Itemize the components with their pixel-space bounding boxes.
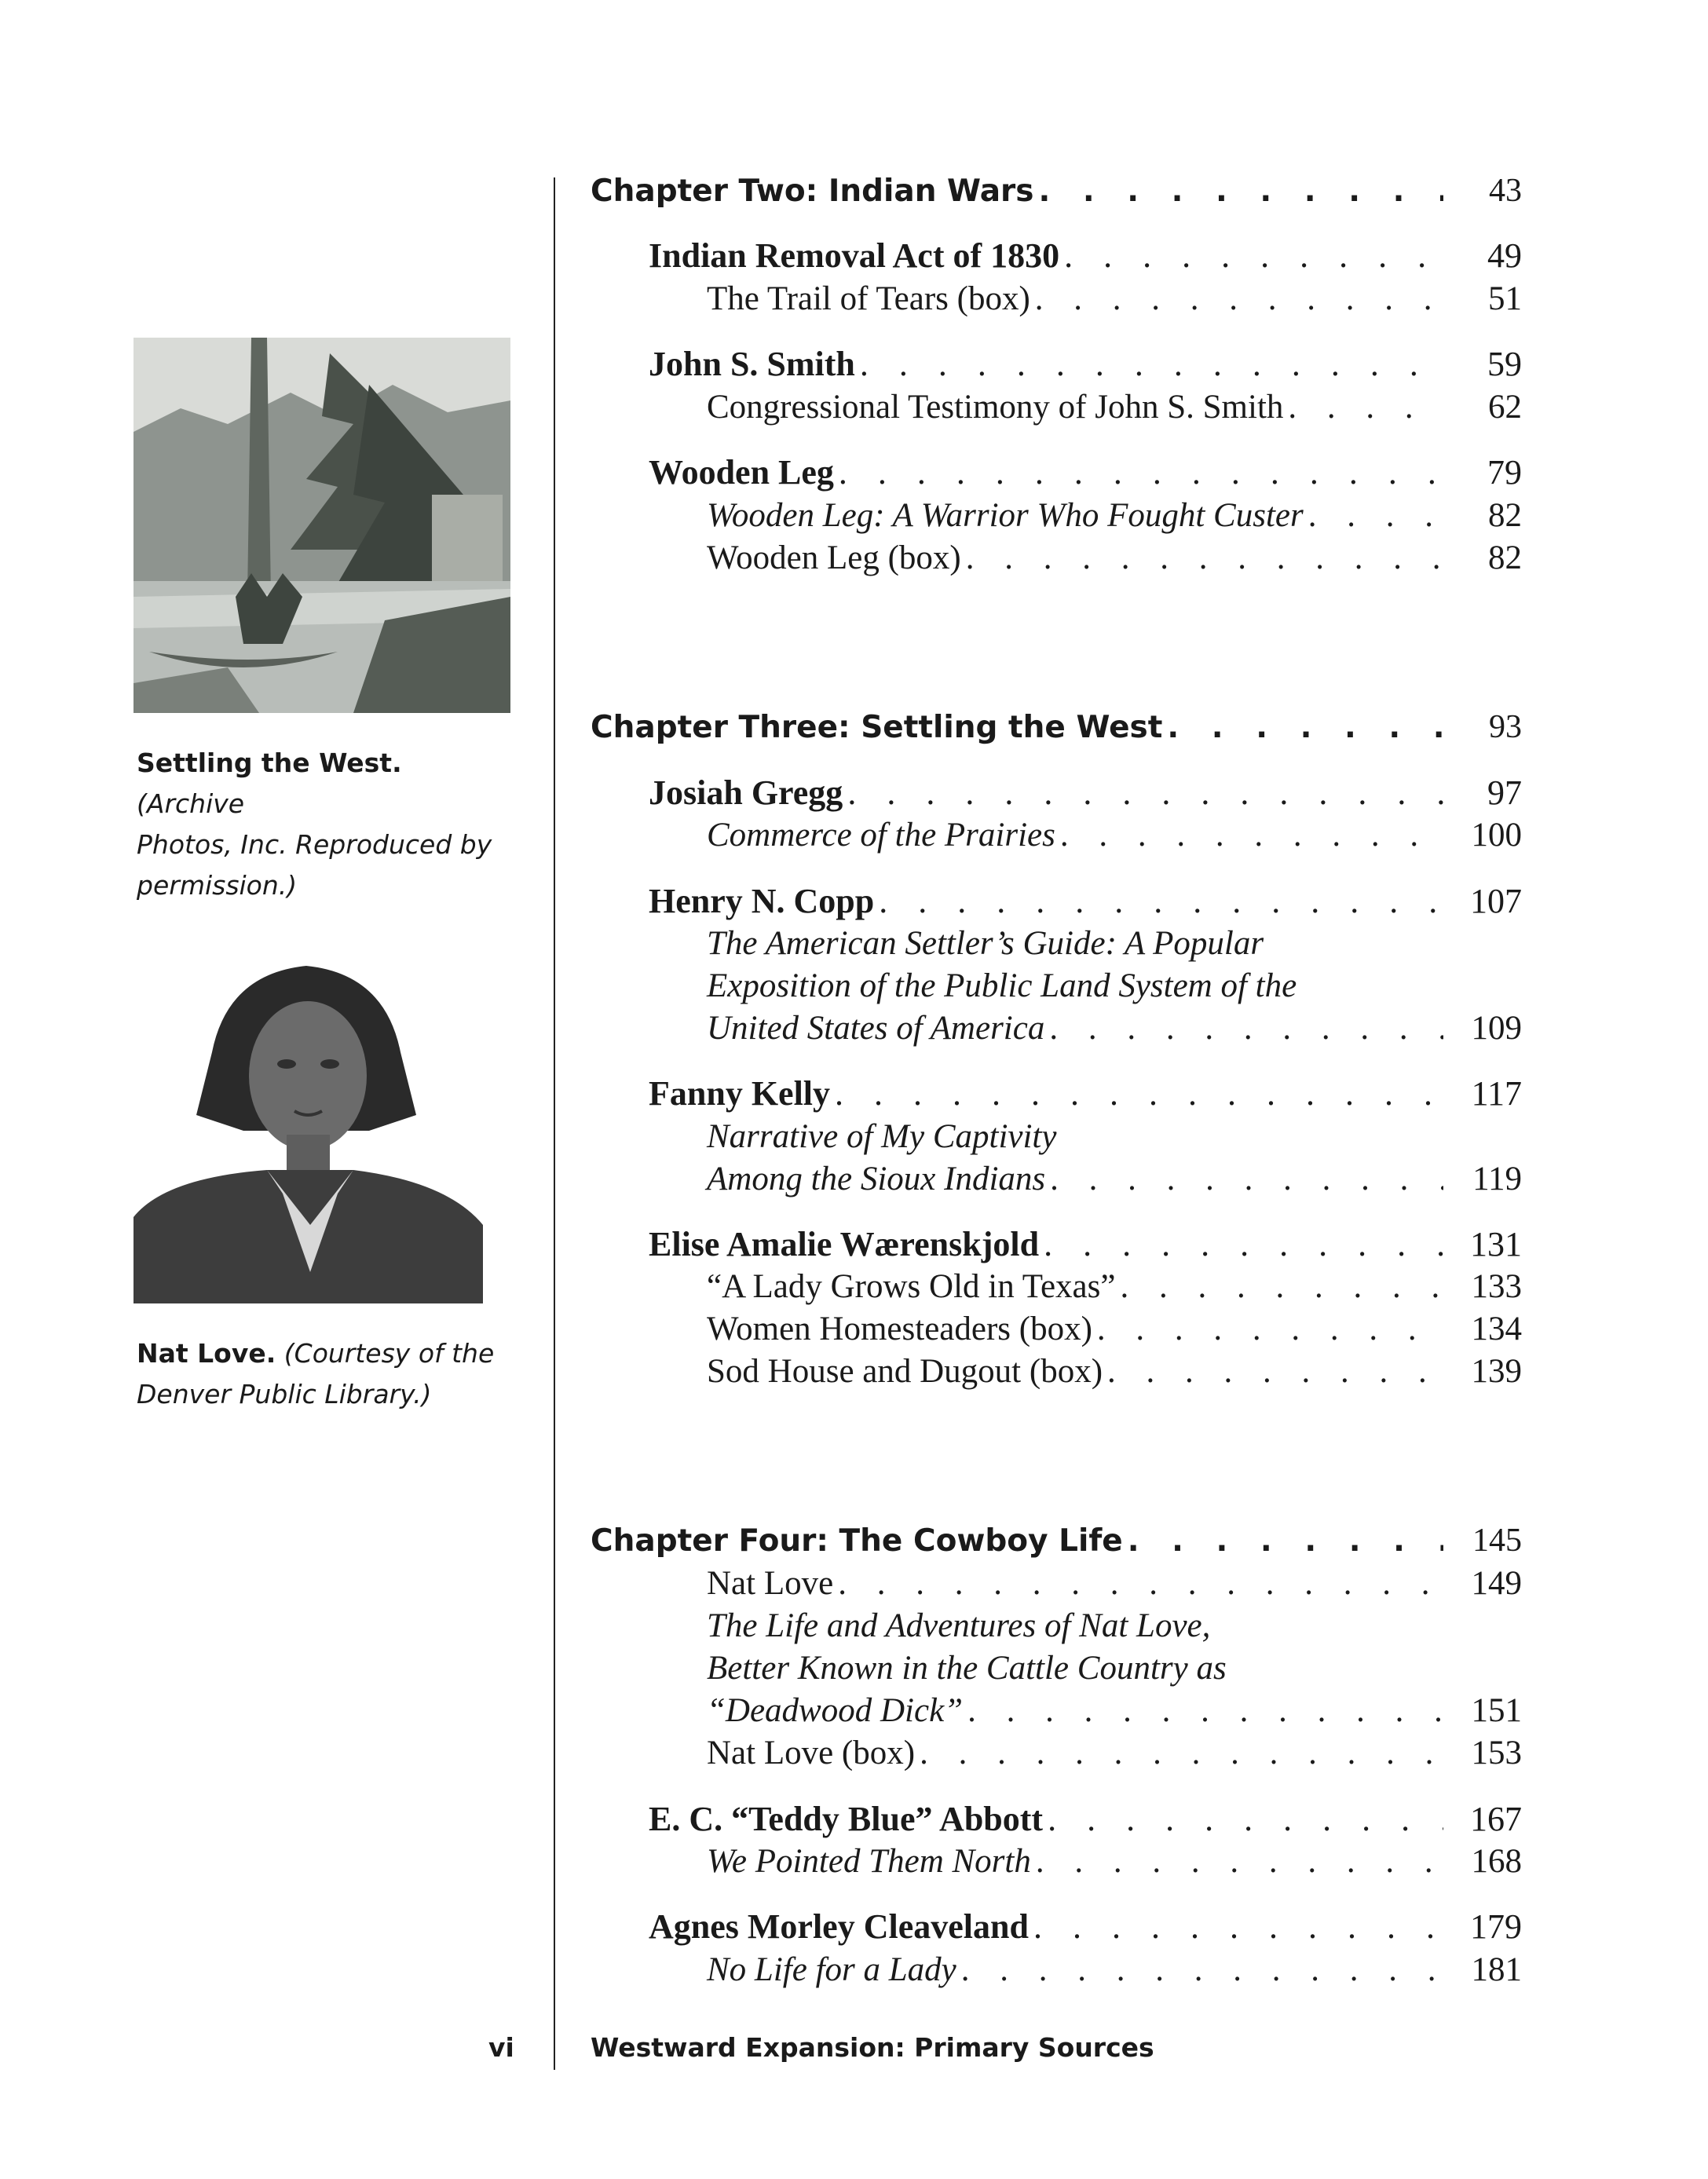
toc-subentry-title-line: Narrative of My Captivity (707, 1118, 1057, 1155)
toc-entry-elise-waerenskjold[interactable] (649, 1223, 1522, 1267)
toc-subentry-title-line: The American Settler’s Guide: A Popular (707, 925, 1264, 962)
toc-subentry-title-line: The Life and Adventures of Nat Love, (707, 1607, 1211, 1644)
dot-leader (1031, 1840, 1443, 1884)
toc-subentry-nat-love-box[interactable] (707, 1731, 1522, 1775)
settling-the-west-image (133, 338, 510, 713)
toc-entry-title: Wooden Leg (649, 453, 834, 492)
nat-love-portrait (133, 958, 483, 1303)
toc-subentry-nat-love[interactable] (707, 1562, 1522, 1606)
caption-credit: permission.) (137, 870, 298, 901)
toc-page-number: 117 (1471, 1074, 1522, 1113)
settling-the-west-caption (137, 743, 506, 906)
toc-subentry-title: Wooden Leg: A Warrior Who Fought Custer (707, 497, 1304, 534)
dot-leader (956, 1948, 1443, 1992)
toc-subentry-wooden-leg-box[interactable] (707, 536, 1522, 580)
toc-page-number: 82 (1488, 539, 1522, 576)
toc-entry-josiah-gregg[interactable] (649, 771, 1522, 815)
caption-credit: Photos, Inc. Reproduced by (137, 829, 492, 860)
dot-leader (855, 342, 1443, 386)
toc-subentry-title: Nat Love (box) (707, 1735, 916, 1771)
dot-leader (1044, 1007, 1443, 1051)
toc-page-number: 139 (1471, 1353, 1522, 1390)
dot-leader (1283, 386, 1443, 430)
toc-entry-title: E. C. “Teddy Blue” Abbott (649, 1800, 1044, 1838)
dot-leader (1059, 234, 1443, 278)
dot-leader (963, 1689, 1443, 1733)
dot-leader (1043, 1797, 1443, 1841)
caption-title: Nat Love. (137, 1338, 276, 1369)
vertical-divider (554, 177, 555, 2070)
dot-leader (1045, 1157, 1443, 1201)
toc-entry-title: Indian Removal Act of 1830 (649, 236, 1060, 275)
toc-entry-wooden-leg[interactable] (649, 451, 1522, 495)
dot-leader (830, 1072, 1443, 1116)
toc-entry-henry-copp[interactable] (649, 879, 1522, 923)
page-number: vi (488, 2032, 514, 2063)
dot-leader (833, 1562, 1443, 1606)
toc-page-number: 62 (1488, 389, 1522, 426)
toc-entry-title: Agnes Morley Cleaveland (649, 1907, 1029, 1946)
toc-entry-title: John S. Smith (649, 345, 855, 383)
dot-leader (843, 771, 1443, 815)
nat-love-caption (137, 1333, 506, 1415)
toc-subentry-title: Nat Love (707, 1565, 834, 1602)
toc-entry-title: Elise Amalie Wærenskjold (649, 1225, 1040, 1263)
dot-leader (1103, 1350, 1443, 1394)
toc-page-number: 131 (1470, 1225, 1522, 1263)
toc-chapter-two[interactable] (591, 169, 1522, 213)
toc-subentry-title: Among the Sioux Indians (707, 1161, 1046, 1197)
toc-page-number: 134 (1471, 1311, 1522, 1347)
dot-leader (1304, 494, 1443, 538)
dot-leader (915, 1731, 1443, 1775)
dot-leader (1055, 813, 1443, 857)
toc-page-number: 79 (1487, 453, 1522, 492)
toc-page-number: 43 (1489, 173, 1522, 209)
toc-entry-title: Henry N. Copp (649, 882, 875, 920)
toc-entry-title: Josiah Gregg (649, 773, 843, 812)
dot-leader (1030, 277, 1443, 321)
dot-leader (961, 536, 1443, 580)
toc-page-number: 49 (1487, 236, 1522, 275)
toc-subentry-title: We Pointed Them North (707, 1843, 1031, 1880)
toc-page-number: 149 (1471, 1565, 1522, 1602)
toc-page-number: 179 (1470, 1907, 1522, 1946)
toc-subentry-warrior[interactable] (707, 494, 1522, 538)
toc-page-number: 133 (1471, 1268, 1522, 1305)
toc-subentry-title: “A Lady Grows Old in Texas” (707, 1268, 1116, 1305)
toc-entry-agnes-cleaveland[interactable] (649, 1905, 1522, 1949)
toc-entry-john-smith[interactable] (649, 342, 1522, 386)
toc-entry-removal-act[interactable] (649, 234, 1522, 278)
toc-chapter-title: Chapter Three: Settling the West (591, 710, 1163, 745)
toc-page-number: 59 (1487, 345, 1522, 383)
toc-entry-fanny-kelly[interactable] (649, 1072, 1522, 1116)
toc-page-number: 167 (1470, 1800, 1522, 1838)
toc-subentry-title: Commerce of the Prairies (707, 817, 1055, 854)
toc-page-number: 145 (1472, 1523, 1522, 1559)
toc-page-number: 100 (1471, 817, 1522, 854)
toc-page-number: 97 (1487, 773, 1522, 812)
toc-page-number: 109 (1471, 1010, 1522, 1047)
toc-subentry-settlers-guide[interactable] (707, 1007, 1522, 1051)
toc-subentry-title: Wooden Leg (box) (707, 539, 961, 576)
toc-subentry-lady-grows-old[interactable] (707, 1265, 1522, 1309)
caption-credit: Denver Public Library.) (137, 1379, 432, 1409)
toc-entry-teddy-blue-abbott[interactable] (649, 1797, 1522, 1841)
toc-subentry-title: “Deadwood Dick” (707, 1692, 964, 1729)
toc-page-number: 93 (1489, 709, 1522, 745)
toc-page-number: 168 (1471, 1843, 1522, 1880)
toc-subentry-commerce[interactable] (707, 813, 1522, 857)
dot-leader (1033, 170, 1443, 214)
toc-chapter-title: Chapter Two: Indian Wars (591, 174, 1034, 209)
caption-credit: (Courtesy of the (283, 1338, 495, 1369)
toc-subentry-deadwood-dick[interactable] (707, 1689, 1522, 1733)
toc-page-number: 82 (1488, 497, 1522, 534)
toc-chapter-three[interactable] (591, 705, 1522, 749)
toc-subentry-title: No Life for a Lady (707, 1951, 956, 1988)
toc-page-number: 151 (1471, 1692, 1522, 1729)
dot-leader (1039, 1223, 1443, 1267)
toc-subentry-pointed-north[interactable] (707, 1840, 1522, 1884)
toc-chapter-four[interactable] (591, 1519, 1522, 1563)
toc-subentry-captivity[interactable] (707, 1157, 1522, 1201)
toc-subentry-title: The Trail of Tears (box) (707, 280, 1030, 317)
dot-leader (1162, 706, 1443, 750)
toc-subentry-testimony[interactable] (707, 386, 1522, 430)
toc-subentry-title: Congressional Testimony of John S. Smith (707, 389, 1284, 426)
toc-entry-title: Fanny Kelly (649, 1074, 831, 1113)
toc-subentry-women-homesteaders[interactable] (707, 1307, 1522, 1351)
running-footer-title: Westward Expansion: Primary Sources (591, 2032, 1154, 2063)
dot-leader (1123, 1519, 1443, 1563)
toc-subentry-title: Women Homesteaders (box) (707, 1311, 1092, 1347)
toc-subentry-title-line: Better Known in the Cattle Country as (707, 1650, 1227, 1687)
toc-page-number: 181 (1471, 1951, 1522, 1988)
toc-page-number: 119 (1472, 1161, 1522, 1197)
toc-subentry-sod-house[interactable] (707, 1350, 1522, 1394)
toc-page-number: 51 (1488, 280, 1522, 317)
toc-subentry-title: United States of America (707, 1010, 1045, 1047)
caption-title: Settling the West. (137, 748, 402, 778)
dot-leader (834, 451, 1443, 495)
toc-page-number: 153 (1471, 1735, 1522, 1771)
toc-page-number: 107 (1470, 882, 1522, 920)
dot-leader (1092, 1307, 1443, 1351)
toc-subentry-no-life[interactable] (707, 1948, 1522, 1992)
dot-leader (1115, 1265, 1443, 1309)
toc-subentry-title: Sod House and Dugout (box) (707, 1353, 1103, 1390)
toc-subentry-title-line: Exposition of the Public Land System of the (707, 967, 1297, 1004)
dot-leader (1029, 1905, 1443, 1949)
dot-leader (874, 879, 1443, 923)
toc-chapter-title: Chapter Four: The Cowboy Life (591, 1523, 1123, 1559)
toc-subentry-trail-of-tears[interactable] (707, 277, 1522, 321)
caption-credit: (Archive (137, 788, 245, 819)
